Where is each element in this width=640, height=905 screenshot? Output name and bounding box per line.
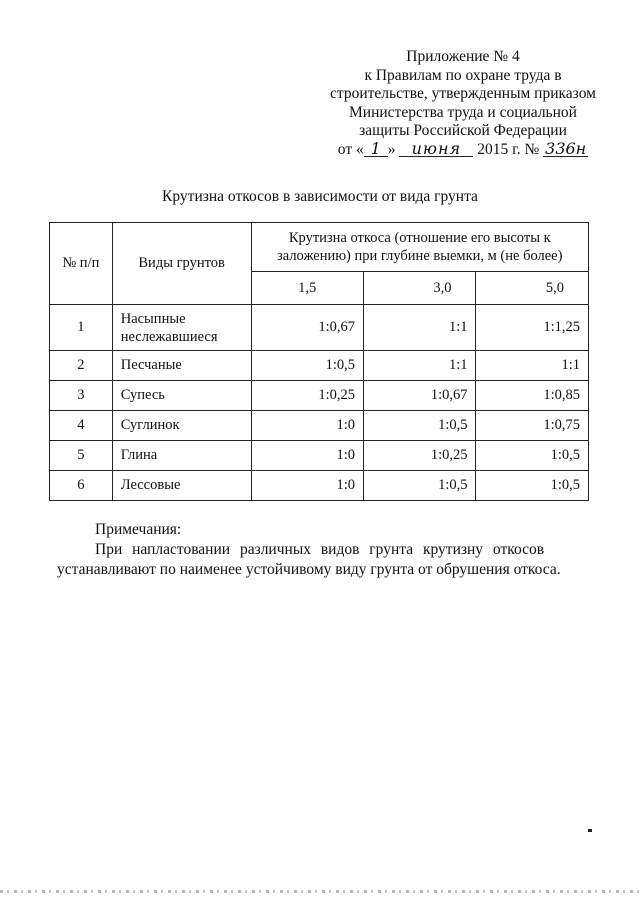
header-depth: 5,0 — [476, 272, 589, 305]
soil-type: Глина — [112, 441, 251, 471]
row-number: 3 — [50, 381, 113, 411]
slope-value: 1:1 — [363, 305, 475, 351]
slope-value: 1:0,5 — [476, 441, 589, 471]
slope-value: 1:0,85 — [476, 381, 589, 411]
notes-text: устанавливают по наименее устойчивому виду грунта от обрушения откоса. — [57, 561, 561, 578]
header-number: № п/п — [50, 223, 113, 305]
slope-value: 1:1 — [363, 351, 475, 381]
slope-value: 1:0,67 — [251, 305, 363, 351]
slope-value: 1:1 — [476, 351, 589, 381]
slope-value: 1:0,25 — [251, 381, 363, 411]
appendix-reference-line: Министерства труда и социальной — [349, 103, 577, 121]
slope-value: 1:0,75 — [476, 411, 589, 441]
header-slope-group: Крутизна откоса (отношение его высоты к заложению) при глубине выемки, м (не более) — [251, 223, 589, 272]
slope-value: 1:0 — [251, 441, 363, 471]
slope-value: 1:1,25 — [476, 305, 589, 351]
date-prefix: от « — [337, 140, 364, 158]
slope-value: 1:0,67 — [363, 381, 475, 411]
slope-value: 1:0 — [251, 411, 363, 441]
row-number: 1 — [50, 305, 113, 351]
table-header-row — [50, 223, 589, 272]
slope-value: 1:0,5 — [476, 471, 589, 501]
slope-value: 1:0 — [251, 471, 363, 501]
handwritten-order-number: 336н — [545, 138, 587, 158]
notes-section — [57, 520, 595, 580]
appendix-reference-line: защиты Российской Федерации — [359, 122, 567, 139]
notes-text: При напластовании различных видов грунта крутизну откосов — [95, 541, 545, 558]
appendix-reference-line: к Правилам по охране труда в — [364, 66, 562, 84]
row-number: 2 — [50, 351, 113, 381]
table-row — [50, 411, 589, 441]
slope-value: 1:0,5 — [363, 471, 475, 501]
date-year: 2015 г. № — [477, 140, 540, 158]
notes-title: Примечания: — [95, 521, 182, 538]
document-title: Крутизна откосов в зависимости от вида грунта — [162, 188, 478, 205]
slope-steepness-table — [49, 222, 589, 501]
soil-type: Суглинок — [112, 411, 251, 441]
handwritten-day: 1 — [364, 141, 388, 157]
soil-type: Песчаные — [112, 351, 251, 381]
handwritten-month: июня — [399, 141, 473, 157]
row-number: 5 — [50, 441, 113, 471]
soil-type: Лессовые — [112, 471, 251, 501]
appendix-reference-line: строительстве, утвержденным приказом — [330, 85, 596, 102]
header-soil-type: Виды грунтов — [112, 223, 251, 305]
appendix-number: Приложение № 4 — [406, 48, 520, 65]
row-number: 4 — [50, 411, 113, 441]
table-row — [50, 441, 589, 471]
slope-value: 1:0,25 — [363, 441, 475, 471]
order-date-line — [328, 138, 598, 160]
appendix-header — [328, 48, 598, 159]
slope-value: 1:0,5 — [251, 351, 363, 381]
table-row — [50, 471, 589, 501]
row-number: 6 — [50, 471, 113, 501]
header-depth: 3,0 — [363, 272, 475, 305]
slope-value: 1:0,5 — [363, 411, 475, 441]
scan-artifact-strip — [0, 890, 640, 893]
soil-type: Насыпные неслежавшиеся — [112, 305, 251, 351]
table-row — [50, 381, 589, 411]
table-row — [50, 351, 589, 381]
soil-type: Супесь — [112, 381, 251, 411]
table-row — [50, 305, 589, 351]
header-depth: 1,5 — [251, 272, 363, 305]
scan-speck — [588, 829, 592, 832]
date-quote: » — [387, 140, 396, 158]
